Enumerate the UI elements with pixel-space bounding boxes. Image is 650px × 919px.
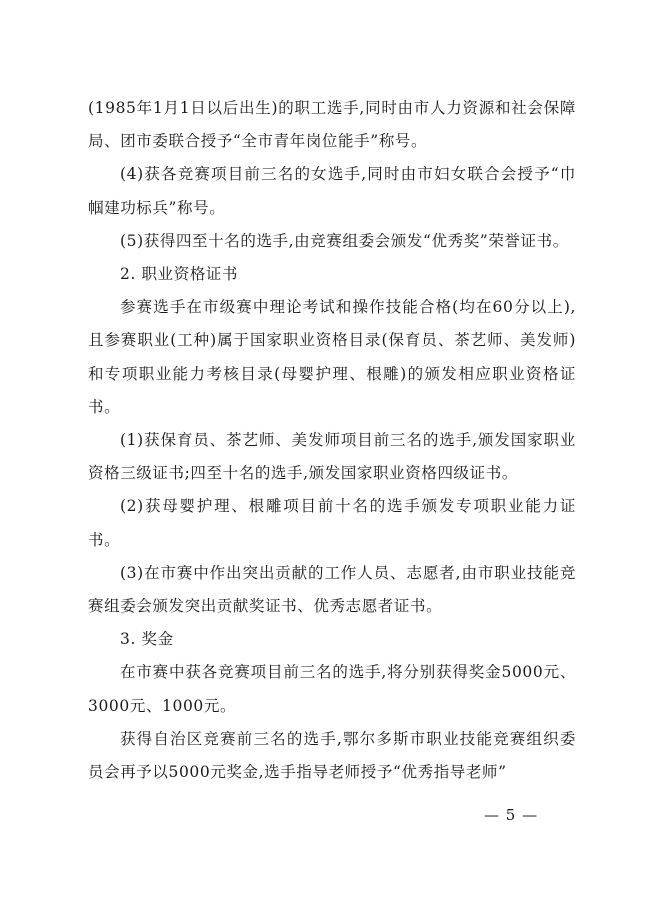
paragraph-certificate-item-2: (2)获母婴护理、根雕项目前十名的选手颁发专项职业能力证书。 xyxy=(88,497,576,549)
paragraph-certificate-intro: 参赛选手在市级赛中理论考试和操作技能合格(均在60分以上),且参赛职业(工种)属于国家职业资格目录(保育员、茶艺师、美发师)和专项职业能力考核目录(母婴护理、根雕)的颁发相应职业资格证书。 xyxy=(88,298,576,416)
document-body xyxy=(88,92,576,789)
page-number: — 5 — xyxy=(484,806,539,824)
paragraph-certificate-item-1: (1)获保育员、茶艺师、美发师项目前三名的选手,颁发国家职业资格三级证书;四至十名的选手,颁发国家职业资格四级证书。 xyxy=(88,431,576,483)
paragraph-item-5: (5)获得四至十名的选手,由竞赛组委会颁发“优秀奖”荣誉证书。 xyxy=(120,231,569,250)
paragraph-bonus-region: 获得自治区竞赛前三名的选手,鄂尔多斯市职业技能竞赛组织委员会再予以5000元奖金,选手指导老师授予“优秀指导老师” xyxy=(88,729,576,782)
paragraph-bonus-city: 在市赛中获各竞赛项目前三名的选手,将分别获得奖金5000元、3000元、1000元。 xyxy=(88,663,576,715)
paragraph-item-4: (4)获各竞赛项目前三名的女选手,同时由市妇女联合会授予“巾帼建功标兵”称号。 xyxy=(88,165,576,217)
paragraph-certificate-item-3: (3)在市赛中作出突出贡献的工作人员、志愿者,由市职业技能竞赛组委会颁发突出贡献奖证书、优秀志愿者证书。 xyxy=(88,563,576,616)
section-heading-bonus: 3. 奖金 xyxy=(120,630,174,649)
section-heading-certificates: 2. 职业资格证书 xyxy=(120,265,239,284)
paragraph-continuation: (1985年1月1日以后出生)的职工选手,同时由市人力资源和社会保障局、团市委联合授予“全市青年岗位能手”称号。 xyxy=(88,99,576,151)
